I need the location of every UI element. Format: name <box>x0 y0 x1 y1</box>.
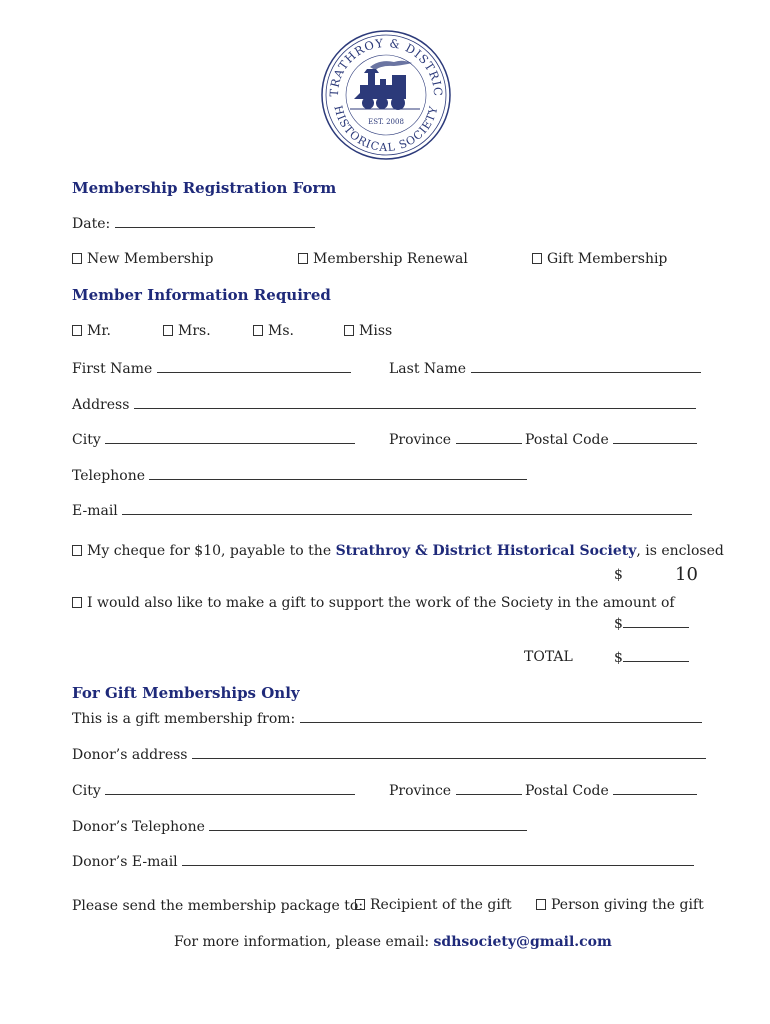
city-row <box>72 431 355 448</box>
donor-telephone-label: Donor’s Telephone <box>72 819 205 835</box>
first-name-input[interactable] <box>157 360 351 373</box>
total-input[interactable] <box>623 649 689 662</box>
form-title: Membership Registration Form <box>72 179 337 197</box>
new-membership-checkbox[interactable] <box>72 253 82 264</box>
postal-code-label: Postal Code <box>525 432 609 448</box>
title-miss-checkbox[interactable] <box>344 325 354 336</box>
donor-province-label: Province <box>389 783 452 799</box>
society-logo <box>320 29 452 161</box>
last-name-input[interactable] <box>471 360 701 373</box>
donor-telephone-input[interactable] <box>209 818 527 831</box>
email-row <box>72 502 692 519</box>
footer-text: For more information, please email: <box>174 934 430 950</box>
gift-amount-row <box>614 615 689 632</box>
telephone-label: Telephone <box>72 468 146 484</box>
renewal-label: Membership Renewal <box>313 251 468 267</box>
donor-email-input[interactable] <box>182 853 694 866</box>
title-miss-label: Miss <box>359 323 393 339</box>
title-mr-option[interactable] <box>72 323 111 339</box>
cheque-prefix: My cheque for $10, payable to the <box>87 543 332 559</box>
gift-from-input[interactable] <box>300 710 702 723</box>
title-mr-label: Mr. <box>87 323 111 339</box>
new-membership-option[interactable] <box>72 251 213 267</box>
donor-postal-code-row <box>525 782 697 799</box>
date-row <box>72 215 315 232</box>
recipient-option[interactable] <box>355 897 512 913</box>
gift-amount-currency: $ <box>614 616 623 632</box>
locomotive-icon <box>354 61 412 110</box>
gift-from-label: This is a gift membership from: <box>72 711 296 727</box>
member-info-heading: Member Information Required <box>72 286 331 304</box>
giver-checkbox[interactable] <box>536 899 546 910</box>
giver-label: Person giving the gift <box>551 897 704 913</box>
first-name-label: First Name <box>72 361 153 377</box>
date-label: Date: <box>72 216 111 232</box>
total-currency: $ <box>614 650 623 666</box>
donor-address-input[interactable] <box>192 746 706 759</box>
title-ms-option[interactable] <box>253 323 294 339</box>
cheque-currency: $ <box>614 567 623 583</box>
province-label: Province <box>389 432 452 448</box>
donor-email-row <box>72 853 694 870</box>
gift-from-row <box>72 710 702 727</box>
total-row <box>614 649 689 666</box>
title-ms-label: Ms. <box>268 323 294 339</box>
gift-amount-input[interactable] <box>623 615 689 628</box>
last-name-label: Last Name <box>389 361 467 377</box>
footer <box>174 934 612 950</box>
title-miss-option[interactable] <box>344 323 392 339</box>
postal-code-input[interactable] <box>613 431 697 444</box>
giver-option[interactable] <box>536 897 704 913</box>
title-mrs-checkbox[interactable] <box>163 325 173 336</box>
province-row <box>389 431 522 448</box>
logo-est-text: EST. 2008 <box>368 118 404 126</box>
address-row <box>72 396 696 413</box>
title-mrs-label: Mrs. <box>178 323 211 339</box>
address-input[interactable] <box>134 396 696 409</box>
logo-bottom-text: HISTORICAL SOCIETY <box>331 104 441 155</box>
first-name-row <box>72 360 351 377</box>
cheque-suffix: , is enclosed <box>636 543 724 559</box>
gift-support-option[interactable] <box>72 595 675 611</box>
footer-email-link[interactable]: sdhsociety@gmail.com <box>433 934 612 950</box>
city-label: City <box>72 432 101 448</box>
recipient-label: Recipient of the gift <box>370 897 512 913</box>
date-input[interactable] <box>115 215 315 228</box>
gift-support-checkbox[interactable] <box>72 597 82 608</box>
renewal-option[interactable] <box>298 251 468 267</box>
renewal-checkbox[interactable] <box>298 253 308 264</box>
new-membership-label: New Membership <box>87 251 214 267</box>
donor-address-row <box>72 746 706 763</box>
gift-membership-checkbox[interactable] <box>532 253 542 264</box>
province-input[interactable] <box>456 431 522 444</box>
postal-code-row <box>525 431 697 448</box>
donor-province-input[interactable] <box>456 782 522 795</box>
donor-postal-code-label: Postal Code <box>525 783 609 799</box>
cheque-option[interactable] <box>72 543 724 559</box>
society-seal-icon <box>320 29 452 161</box>
donor-city-label: City <box>72 783 101 799</box>
title-mrs-option[interactable] <box>163 323 211 339</box>
address-label: Address <box>72 397 130 413</box>
title-mr-checkbox[interactable] <box>72 325 82 336</box>
gift-section-heading: For Gift Memberships Only <box>72 684 300 702</box>
cheque-amount: 10 <box>675 564 698 585</box>
donor-postal-code-input[interactable] <box>613 782 697 795</box>
donor-province-row <box>389 782 522 799</box>
donor-telephone-row <box>72 818 527 835</box>
donor-email-label: Donor’s E-mail <box>72 854 178 870</box>
society-name: Strathroy & District Historical Society <box>335 543 637 559</box>
cheque-checkbox[interactable] <box>72 545 82 556</box>
last-name-row <box>389 360 701 377</box>
email-label: E-mail <box>72 503 118 519</box>
telephone-input[interactable] <box>149 467 527 480</box>
donor-city-row <box>72 782 355 799</box>
logo-top-text: TRATHROY & DISTRIC <box>326 35 446 98</box>
gift-support-text: I would also like to make a gift to support the work of the Society in the amount of <box>87 595 675 611</box>
email-input[interactable] <box>122 502 692 515</box>
recipient-checkbox[interactable] <box>355 899 365 910</box>
gift-membership-label: Gift Membership <box>547 251 668 267</box>
gift-membership-option[interactable] <box>532 251 667 267</box>
city-input[interactable] <box>105 431 355 444</box>
send-package-label: Please send the membership package to: <box>72 898 364 914</box>
telephone-row <box>72 467 527 484</box>
total-label: TOTAL <box>524 649 573 665</box>
donor-address-label: Donor’s address <box>72 747 188 763</box>
donor-city-input[interactable] <box>105 782 355 795</box>
title-ms-checkbox[interactable] <box>253 325 263 336</box>
